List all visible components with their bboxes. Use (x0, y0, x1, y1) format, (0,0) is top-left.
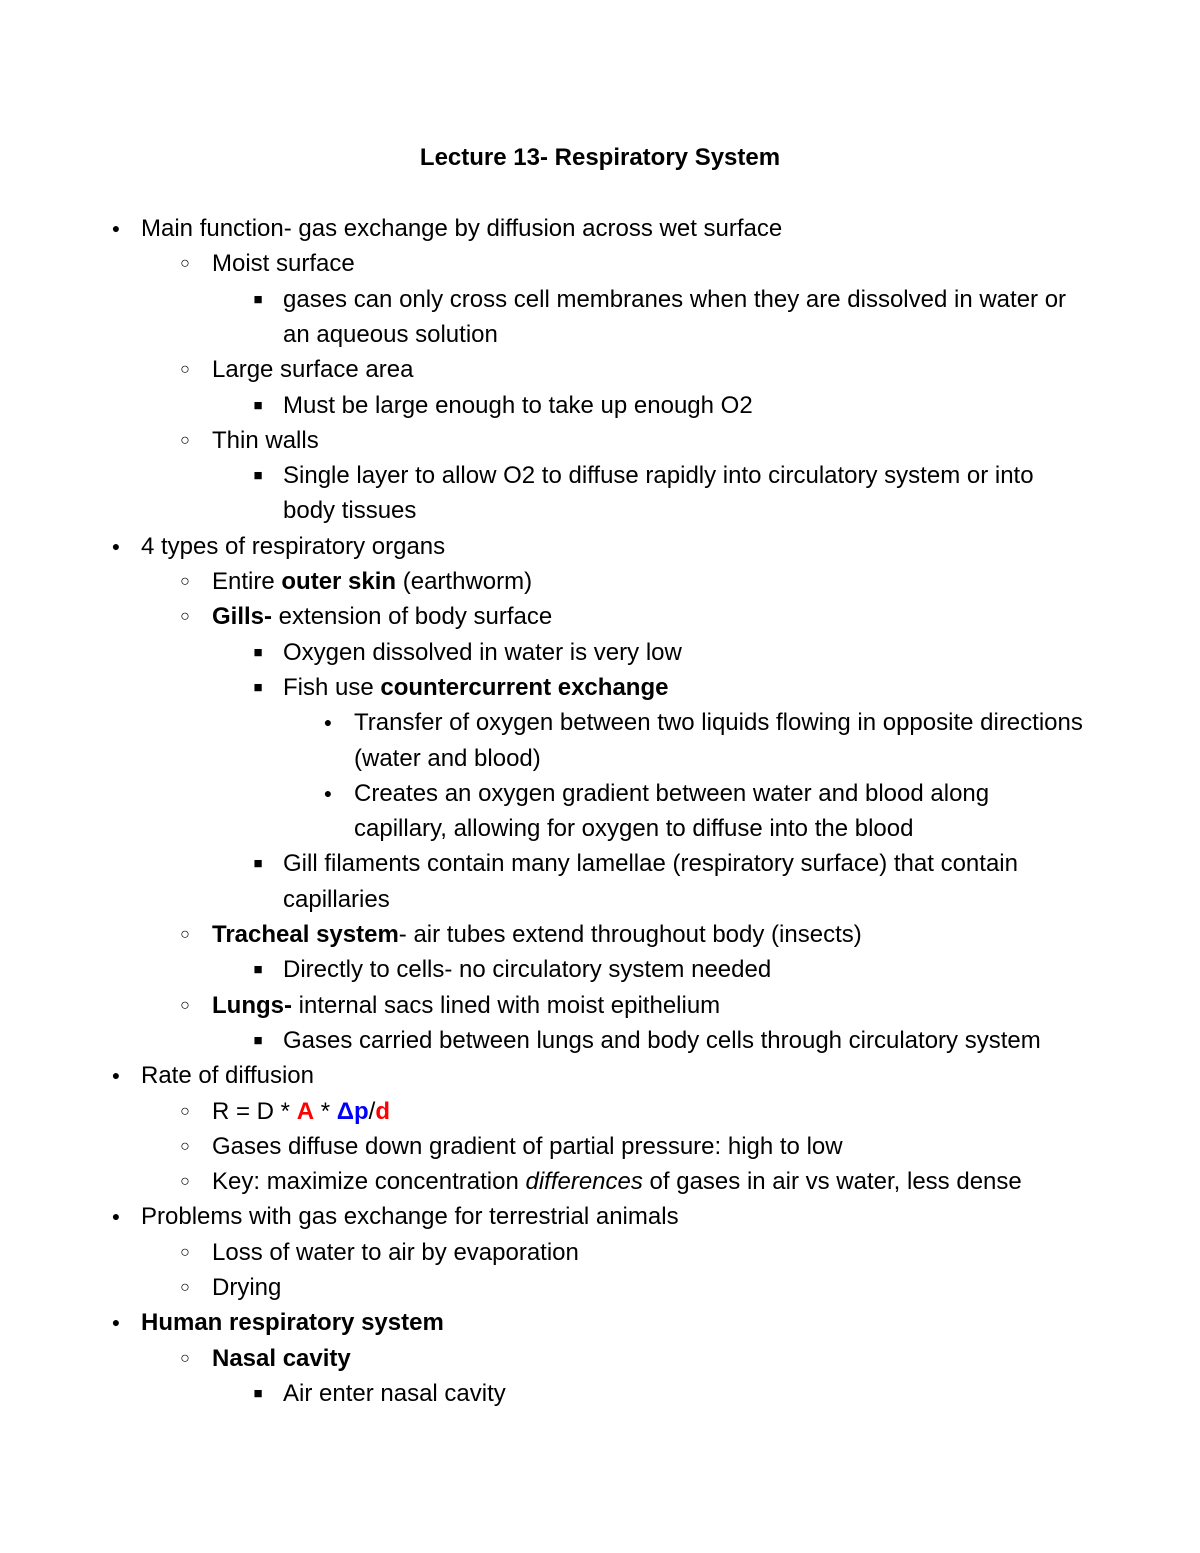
list-item (212, 1235, 579, 1270)
list-item (212, 246, 355, 281)
text-segment: Lungs- (212, 991, 292, 1019)
text-segment: an aqueous solution (283, 320, 498, 348)
bullet-level-1-icon: ● (111, 1208, 121, 1225)
text-segment: (earthworm) (396, 568, 533, 595)
bullet-level-1-icon: ● (111, 537, 121, 554)
bullet-level-2-icon: ○ (180, 573, 190, 590)
list-item-continuation (283, 882, 390, 917)
list-item (283, 846, 1018, 881)
text-segment: gases can only cross cell membranes when they are dissolved in water or (283, 285, 1067, 313)
bullet-level-3-icon: ■ (253, 961, 263, 979)
list-item (283, 1023, 1041, 1058)
list-item (283, 388, 753, 423)
list-item (212, 988, 720, 1023)
text-segment: differences (525, 1168, 643, 1196)
list-item-continuation (283, 493, 416, 528)
list-item (283, 635, 682, 670)
text-segment: Fish use (283, 673, 381, 701)
list-item (212, 1270, 281, 1305)
text-segment: Single layer to allow O2 to diffuse rapidly into circulatory system or into (283, 462, 1034, 490)
text-segment: Drying (212, 1274, 282, 1301)
bullet-level-2-icon: ○ (180, 1102, 190, 1120)
text-segment: / (368, 1097, 376, 1125)
list-item (212, 917, 862, 952)
list-item (141, 529, 445, 564)
text-segment: Problems with gas exchange for terrestrial animals (141, 1203, 679, 1231)
bullet-level-3-icon: ■ (253, 855, 263, 873)
text-segment: (water and blood) (354, 744, 541, 772)
text-segment: Gases diffuse down gradient of partial pressure: high to low (212, 1132, 843, 1160)
bullet-level-3-icon: ■ (253, 467, 263, 485)
text-segment: A (296, 1097, 315, 1125)
list-item (141, 1305, 444, 1340)
text-segment: body tissues (283, 497, 417, 525)
list-item (141, 1199, 679, 1234)
text-segment: internal sacs lined with moist epithelium (291, 991, 721, 1019)
bullet-level-3-icon: ■ (253, 678, 263, 696)
bullet-level-3-icon: ■ (253, 1031, 263, 1049)
list-item (283, 458, 1034, 493)
bullet-level-2-icon: ○ (180, 996, 190, 1014)
bullet-level-2-icon: ○ (180, 1173, 190, 1191)
list-item (283, 282, 1066, 317)
text-segment: Creates an oxygen gradient between water and blood along (354, 779, 990, 807)
bullet-level-1-icon: ● (111, 1314, 121, 1331)
list-item (141, 1058, 314, 1093)
bullet-level-3-icon: ■ (253, 396, 263, 414)
text-segment: R = D * (212, 1097, 297, 1125)
text-segment: Δp (336, 1097, 369, 1125)
list-item (212, 599, 552, 634)
list-item-continuation (354, 741, 541, 776)
text-segment: outer skin (281, 568, 397, 595)
text-segment: Gases carried between lungs and body cells through circulatory system (283, 1026, 1041, 1054)
list-item (354, 776, 989, 811)
bullet-level-2-icon: ○ (180, 431, 190, 449)
list-item (283, 952, 771, 987)
bullet-level-1-icon: ● (111, 220, 121, 236)
bullet-level-3-icon: ■ (253, 290, 263, 308)
bullet-level-3-icon: ■ (253, 643, 263, 661)
list-item-continuation (283, 317, 498, 352)
list-item (212, 423, 319, 458)
text-segment: 4 types of respiratory organs (141, 532, 446, 560)
text-segment: capillary, allowing for oxygen to diffuse into the blood (354, 815, 914, 843)
bullet-level-2-icon: ○ (180, 608, 190, 626)
bullet-level-2-icon: ○ (180, 1137, 190, 1155)
page-title: Lecture 13- Respiratory System (419, 144, 781, 171)
list-item-continuation (354, 811, 913, 846)
text-segment: Must be large enough to take up enough O2 (283, 391, 753, 419)
text-segment: Tracheal system (212, 921, 399, 948)
text-segment: Large surface area (212, 356, 414, 384)
list-item (212, 1164, 1022, 1199)
list-item (354, 705, 1083, 740)
text-segment: Rate of diffusion (141, 1062, 315, 1090)
list-item (212, 564, 532, 599)
bullet-level-3-icon: ■ (253, 1384, 263, 1402)
text-segment: countercurrent exchange (380, 673, 669, 701)
bullet-level-2-icon: ○ (180, 1243, 190, 1261)
text-segment: Transfer of oxygen between two liquids flowing in opposite directions (354, 709, 1083, 737)
text-segment: Air enter nasal cavity (283, 1379, 506, 1407)
text-segment: capillaries (283, 885, 390, 913)
bullet-level-1-icon: ● (111, 1067, 121, 1084)
text-segment: Thin walls (212, 426, 319, 454)
bullet-level-2-icon: ○ (180, 255, 190, 273)
text-segment: * (314, 1097, 337, 1125)
text-segment: Main function- gas exchange by diffusion across wet surface (141, 215, 783, 242)
list-item (283, 1376, 506, 1411)
text-segment: Key: maximize concentration (212, 1168, 526, 1196)
text-segment: Gill filaments contain many lamellae (respiratory surface) that contain (283, 850, 1018, 878)
list-item (283, 670, 668, 705)
text-segment: Gills- (212, 603, 273, 631)
list-item (212, 1129, 843, 1164)
text-segment: of gases in air vs water, less dense (642, 1168, 1022, 1196)
list-item (212, 352, 413, 387)
text-segment: extension of body surface (272, 603, 553, 631)
text-segment: d (375, 1097, 390, 1125)
text-segment: Loss of water to air by evaporation (212, 1238, 579, 1266)
text-segment: Entire (212, 568, 282, 595)
text-segment: Moist surface (212, 250, 355, 278)
bullet-level-4-icon: ● (323, 784, 333, 801)
text-segment: Directly to cells- no circulatory system needed (283, 956, 772, 984)
bullet-level-2-icon: ○ (180, 361, 190, 379)
text-segment: Oxygen dissolved in water is very low (283, 638, 682, 666)
list-item (141, 211, 782, 246)
text-segment: Nasal cavity (212, 1344, 351, 1372)
bullet-level-2-icon: ○ (180, 1349, 190, 1367)
list-item (212, 1341, 351, 1376)
bullet-level-4-icon: ● (323, 714, 333, 731)
text-segment: Human respiratory system (141, 1309, 444, 1337)
bullet-level-2-icon: ○ (180, 1279, 190, 1296)
text-segment: - air tubes extend throughout body (insects) (398, 921, 862, 948)
bullet-level-2-icon: ○ (180, 926, 190, 943)
list-item (212, 1094, 390, 1129)
